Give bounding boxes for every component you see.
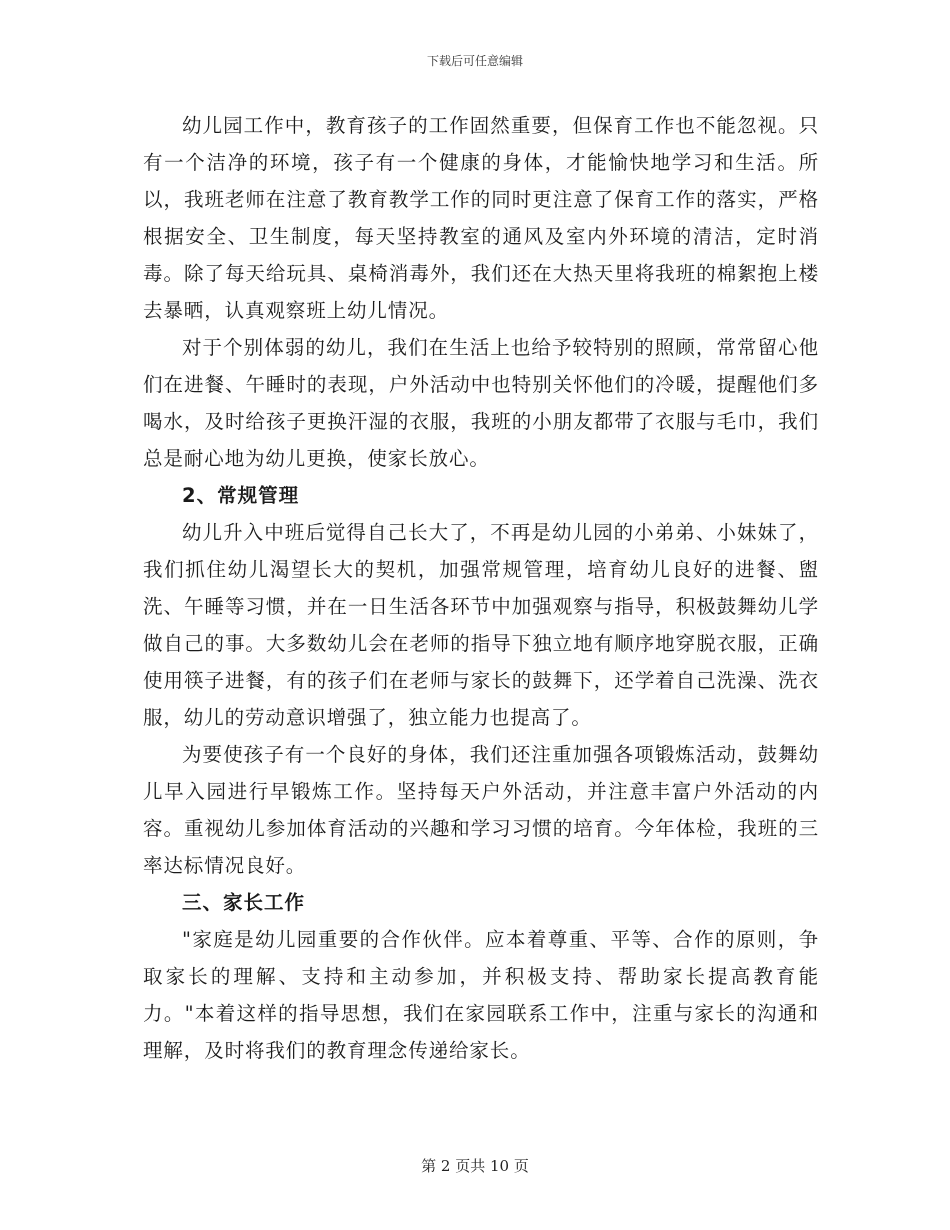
section-heading-parent-work: 三、家长工作 [182,891,306,914]
page-header: 下载后可任意编辑 [426,54,523,68]
paragraph-weak-children: 对于个别体弱的幼儿，我们在生活上也给予较特别的照顾，常常留心他们在进餐、午睡时的表现，户外活动中也特别关怀他们的冷暖，提醒他们多喝水，及时给孩子更换汗湿的衣服，我班的小朋友都带了衣服与毛巾，我们总是耐心地为幼儿更换，使家长放心。 [143,336,819,470]
paragraph-parent-cooperation: "家庭是幼儿园重要的合作伙伴。应本着尊重、平等、合作的原则，争取家长的理解、支持和主动参加，并积极支持、帮助家长提高教育能力。"本着这样的指导思想，我们在家园联系工作中，注重与家长的沟通和理解，及时将我们的教育理念传递给家长。 [143,928,819,1062]
page-number: 第 2 页共 10 页 [421,1157,529,1175]
paragraph-childcare: 幼儿园工作中，教育孩子的工作固然重要，但保育工作也不能忽视。只有一个洁净的环境，孩子有一个健康的身体，才能愉快地学习和生活。所以，我班老师在注意了教育教学工作的同时更注意了保育工作的落实，严格根据安全、卫生制度，每天坚持教室的通风及室内外环境的清洁，定时消毒。除了每天给玩具、桌椅消毒外，我们还在大热天里将我班的棉絮抱上楼去暴晒，认真观察班上幼儿情况。 [143,114,819,322]
section-heading-routine-management: 2、常规管理 [182,484,300,507]
paragraph-routine: 幼儿升入中班后觉得自己长大了，不再是幼儿园的小弟弟、小妹妹了，我们抓住幼儿渴望长大的契机，加强常规管理，培育幼儿良好的进餐、盥洗、午睡等习惯，并在一日生活各环节中加强观察与指导，积极鼓舞幼儿学做自己的事。大多数幼儿会在老师的指导下独立地有顺序地穿脱衣服，正确使用筷子进餐，有的孩子们在老师与家长的鼓舞下，还学着自己洗澡、洗衣服，幼儿的劳动意识增强了，独立能力也提高了。 [143,521,819,729]
paragraph-exercise: 为要使孩子有一个良好的身体，我们还注重加强各项锻炼活动，鼓舞幼儿早入园进行早锻炼工作。坚持每天户外活动，并注意丰富户外活动的内容。重视幼儿参加体育活动的兴趣和学习习惯的培育。今年体检，我班的三率达标情况良好。 [143,743,819,877]
document-body [143,107,819,1069]
